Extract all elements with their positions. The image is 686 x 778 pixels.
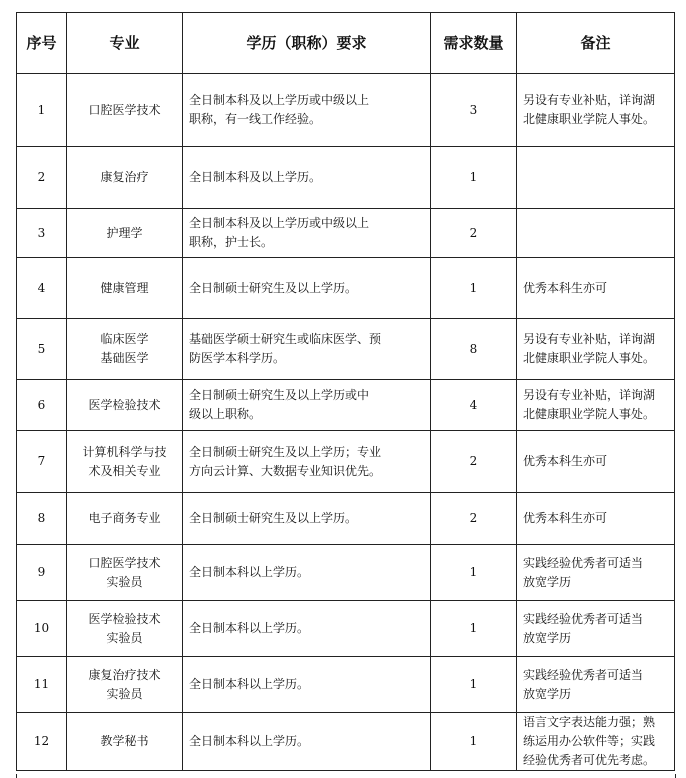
table-row [17,713,675,771]
requirement-line: 职称，护士长。 [189,235,274,249]
requirement-line: 方向云计算、大数据专业知识优先。 [189,463,382,478]
cell-major [67,493,183,545]
major-line: 护理学 [106,225,143,240]
cell-no: 3 [17,209,67,258]
major-line: 计算机科学与技 [82,444,167,459]
cell-no: 6 [17,380,67,431]
note-line: 放宽学历 [523,574,572,589]
cell-no: 12 [17,713,67,771]
requirement-line: 职称，有一线工作经验。 [189,112,322,126]
cell-requirement [183,258,431,319]
major-line: 术及相关专业 [88,463,161,478]
requirement-line: 全日制本科以上学历。 [189,734,310,748]
major-line: 实验员 [106,630,143,645]
table-row [17,380,675,431]
table-continuation [16,774,676,778]
cell-no: 10 [17,601,67,657]
cell-requirement [183,545,431,601]
cell-note [517,657,675,713]
major-line: 临床医学 [100,332,149,346]
major-line: 口腔医学技术 [88,102,161,117]
requirement-line: 全日制本科及以上学历或中级以上 [189,93,370,107]
cell-no: 5 [17,319,67,380]
note-line: 语言文字表达能力强；熟 [523,715,656,729]
cell-requirement [183,74,431,147]
cell-requirement [183,319,431,380]
cell-note [517,493,675,545]
cell-note [517,713,675,771]
table-row [17,601,675,657]
note-line: 另设有专业补贴，详询湖 [523,332,656,346]
major-line: 健康管理 [100,280,149,295]
cell-note [517,601,675,657]
note-line: 北健康职业学院人事处。 [523,407,656,421]
table-row [17,431,675,493]
requirement-line: 全日制本科以上学历。 [189,621,310,635]
header-major: 专业 [67,13,183,74]
cell-count: 2 [431,431,517,493]
cell-major [67,319,183,380]
cell-count: 2 [431,493,517,545]
requirement-line: 全日制硕士研究生及以上学历。 [189,280,358,295]
note-line: 经验优秀者可优先考虑。 [523,753,656,767]
requirement-line: 防医学本科学历。 [189,351,286,365]
cell-no: 8 [17,493,67,545]
cell-note [517,545,675,601]
major-line: 医学检验技术 [88,611,161,626]
cell-count: 1 [431,713,517,771]
cell-major [67,713,183,771]
cell-no: 11 [17,657,67,713]
note-line: 北健康职业学院人事处。 [523,351,656,365]
requirement-line: 全日制硕士研究生及以上学历或中 [189,388,370,402]
cell-no: 2 [17,147,67,209]
note-line: 北健康职业学院人事处。 [523,112,656,126]
cell-count: 8 [431,319,517,380]
cell-requirement [183,493,431,545]
table-row [17,147,675,209]
note-line: 另设有专业补贴，详询湖 [523,93,656,107]
requirement-line: 基础医学硕士研究生或临床医学、预 [189,332,382,346]
cell-major [67,209,183,258]
table-row [17,319,675,380]
note-line: 优秀本科生亦可 [523,454,608,468]
cell-requirement [183,209,431,258]
cell-requirement [183,657,431,713]
cell-major [67,258,183,319]
cell-no: 1 [17,74,67,147]
major-line: 教学秘书 [100,734,149,748]
requirement-line: 全日制本科以上学历。 [189,677,310,691]
cell-no: 9 [17,545,67,601]
requirement-line: 级以上职称。 [189,407,262,421]
cell-major [67,657,183,713]
cell-count: 1 [431,657,517,713]
header-requirement: 学历（职称）要求 [183,13,431,74]
table-header-row [17,13,675,74]
cell-count: 1 [431,258,517,319]
note-line: 实践经验优秀者可适当 [523,611,644,626]
table-row [17,545,675,601]
cell-major [67,380,183,431]
cell-no: 7 [17,431,67,493]
requirement-line: 全日制硕士研究生及以上学历；专业 [189,444,382,459]
cell-note [517,380,675,431]
cell-note [517,319,675,380]
cell-count: 4 [431,380,517,431]
table-row [17,74,675,147]
cell-count: 1 [431,601,517,657]
cell-note [517,209,675,258]
table-row [17,493,675,545]
major-line: 基础医学 [100,351,149,365]
note-line: 实践经验优秀者可适当 [523,667,644,682]
requirement-line: 全日制本科及以上学历。 [189,170,322,184]
header-no: 序号 [17,13,67,74]
header-count: 需求数量 [431,13,517,74]
cell-count: 3 [431,74,517,147]
cell-requirement [183,431,431,493]
cell-note [517,258,675,319]
note-line: 优秀本科生亦可 [523,511,608,525]
cell-requirement [183,713,431,771]
note-line: 放宽学历 [523,686,572,701]
major-line: 医学检验技术 [88,397,161,412]
cell-count: 1 [431,147,517,209]
table-row [17,209,675,258]
major-line: 口腔医学技术 [88,555,161,570]
table-row [17,657,675,713]
cell-major [67,545,183,601]
cell-note [517,147,675,209]
note-line: 实践经验优秀者可适当 [523,555,644,570]
major-line: 实验员 [106,574,143,589]
cell-note [517,74,675,147]
header-note: 备注 [517,13,675,74]
major-line: 康复治疗技术 [88,667,161,682]
cell-major [67,431,183,493]
table-body [17,74,675,771]
cell-requirement [183,380,431,431]
recruitment-table [16,12,675,771]
major-line: 康复治疗 [100,170,149,184]
major-line: 实验员 [106,686,143,701]
cell-note [517,431,675,493]
requirement-line: 全日制本科以上学历。 [189,565,310,579]
cell-major [67,601,183,657]
major-line: 电子商务专业 [88,511,161,525]
requirement-line: 全日制硕士研究生及以上学历。 [189,511,358,525]
requirement-line: 全日制本科及以上学历或中级以上 [189,216,370,230]
note-line: 优秀本科生亦可 [523,280,608,295]
note-line: 练运用办公软件等；实践 [523,734,656,748]
cell-no: 4 [17,258,67,319]
cell-requirement [183,147,431,209]
cell-count: 2 [431,209,517,258]
cell-count: 1 [431,545,517,601]
cell-requirement [183,601,431,657]
table-row [17,258,675,319]
note-line: 另设有专业补贴，详询湖 [523,388,656,402]
cell-major [67,74,183,147]
note-line: 放宽学历 [523,630,572,645]
cell-major [67,147,183,209]
